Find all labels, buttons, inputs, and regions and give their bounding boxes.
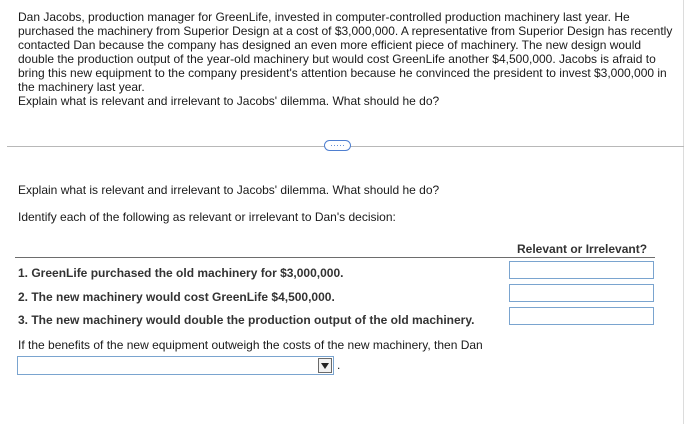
relevance-input-1[interactable] [509, 261, 654, 279]
statement-1: 1. GreenLife purchased the old machinery for $3,000,000. [18, 266, 344, 280]
table-header-rule [15, 257, 655, 258]
problem-statement: Dan Jacobs, production manager for GreenLife, invested in computer-controlled production machinery last year. He purchased the machinery from Superior Design at a cost of $3,000,000. A representative from Superior Design has recently contacted Dan because the company has designed an even more efficient piece of machinery. The new design would double the production output of the year-old machinery but would cost GreenLife another $4,500,000. Jacobs is afraid to bring this new equipment to the company president's attention because he convinced the president to invest $3,000,000 in the machinery last year. [18, 10, 673, 94]
conclusion-dropdown[interactable] [17, 356, 334, 375]
statement-3: 3. The new machinery would double the production output of the old machinery. [18, 313, 475, 327]
chevron-down-icon[interactable] [318, 358, 332, 373]
relevance-input-3[interactable] [509, 307, 654, 325]
relevance-input-2[interactable] [509, 284, 654, 302]
question-prompt: Explain what is relevant and irrelevant to Jacobs' dilemma. What should he do? [18, 183, 440, 197]
sentence-period: . [337, 358, 341, 372]
expand-details-button[interactable]: ····· [324, 140, 351, 151]
question-prompt-top: Explain what is relevant and irrelevant to Jacobs' dilemma. What should he do? [18, 94, 440, 108]
statement-2: 2. The new machinery would cost GreenLife $4,500,000. [18, 290, 335, 304]
instruction-text: Identify each of the following as relevant or irrelevant to Dan's decision: [18, 210, 396, 224]
conclusion-text: If the benefits of the new equipment outweigh the costs of the new machinery, then Dan [18, 338, 483, 352]
relevance-column-header: Relevant or Irrelevant? [517, 242, 648, 256]
